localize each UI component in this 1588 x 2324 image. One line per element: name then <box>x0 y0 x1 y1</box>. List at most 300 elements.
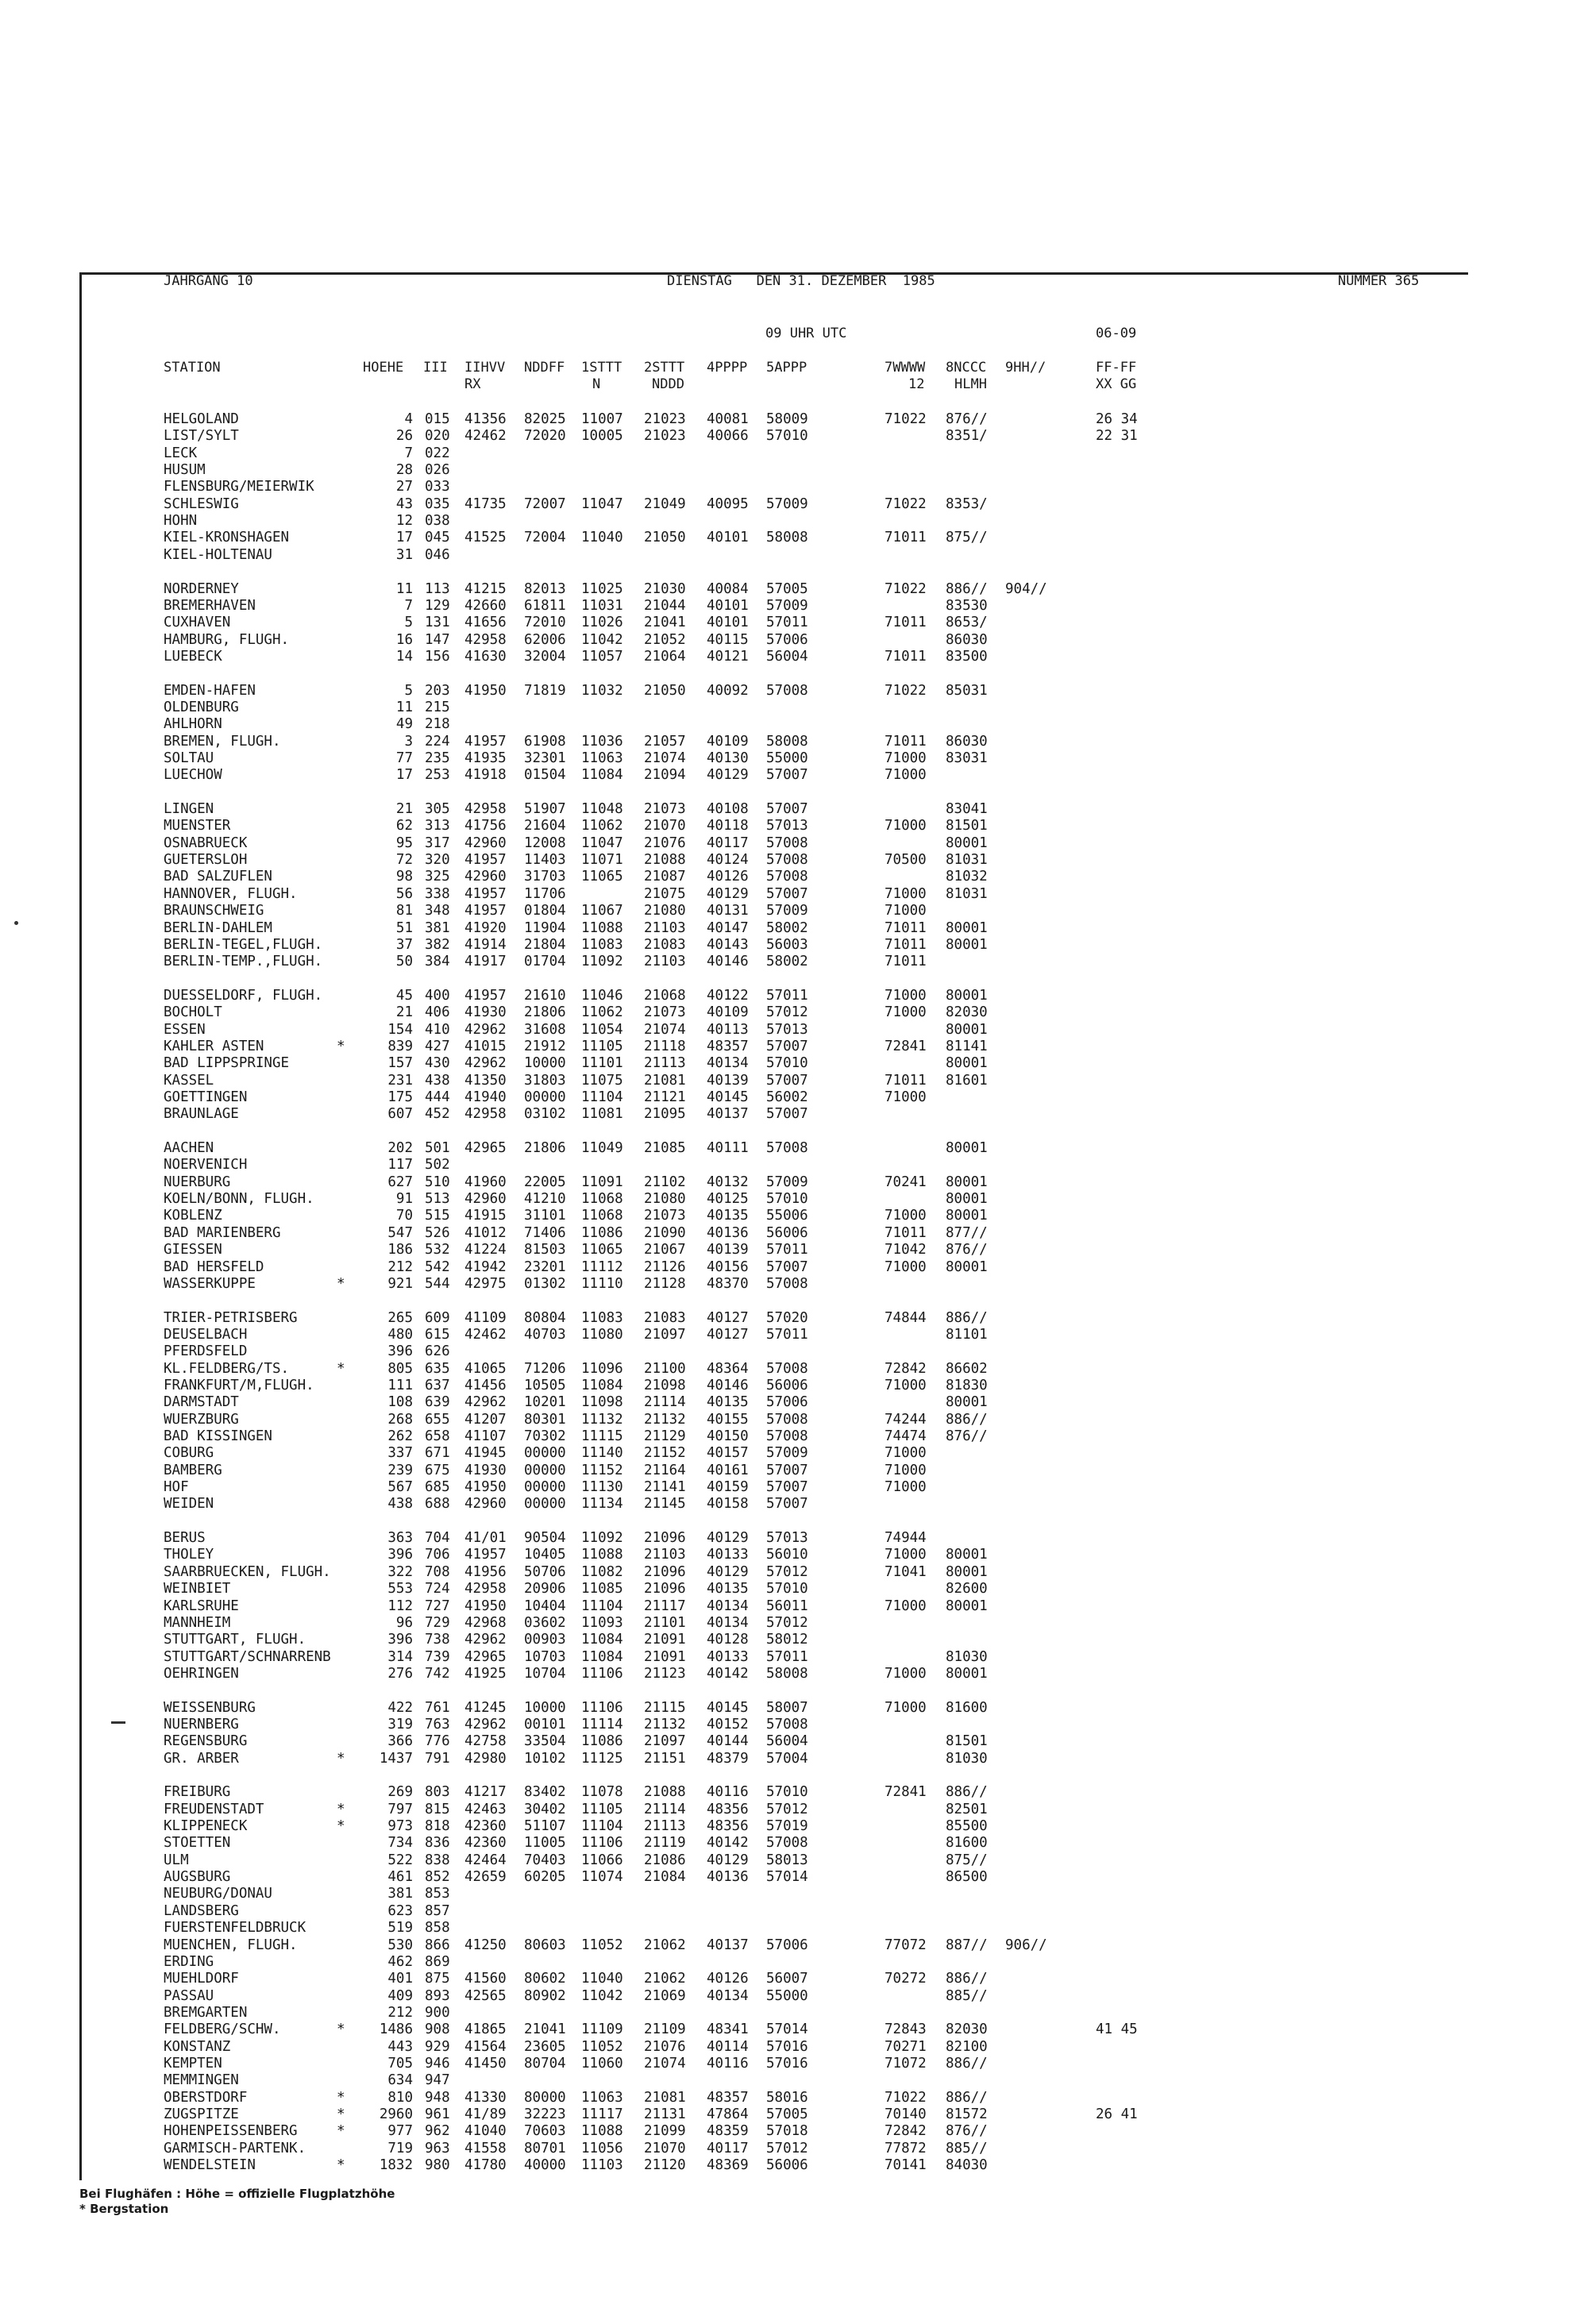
group-4pppp: 40115 <box>707 631 749 648</box>
group-7wwww: 71011 <box>885 530 927 546</box>
station-index: 381 <box>425 919 450 936</box>
group-2sttt: 21113 <box>644 1055 686 1072</box>
group-4pppp: 40158 <box>707 1496 749 1513</box>
table-row <box>0 988 1509 1004</box>
group-5appp: 57019 <box>766 1818 808 1835</box>
group-2sttt: 21090 <box>644 1224 686 1241</box>
group-1sttt: 11098 <box>581 1394 623 1411</box>
group-5appp: 57013 <box>766 818 808 834</box>
table-row <box>0 1784 1509 1801</box>
station-name: REGENSBURG <box>164 1733 248 1750</box>
station-index: 501 <box>425 1140 450 1157</box>
station-name: BERLIN-TEGEL,FLUGH. <box>164 936 323 953</box>
station-height: 111 <box>387 1377 413 1393</box>
group-2sttt: 21103 <box>644 954 686 970</box>
group-2sttt: 21097 <box>644 1326 686 1343</box>
station-height: 366 <box>387 1733 413 1750</box>
group-8nccc: 86602 <box>946 1360 988 1377</box>
table-row <box>0 2123 1509 2140</box>
group-ihvv: 42962 <box>464 1055 507 1072</box>
group-5appp: 57009 <box>766 903 808 919</box>
group-5appp: 58002 <box>766 919 808 936</box>
mountain-station-marker: * <box>337 1818 345 1835</box>
station-index: 045 <box>425 530 450 546</box>
station-name: OLDENBURG <box>164 699 239 715</box>
group-ihvv: 42962 <box>464 1632 507 1648</box>
station-height: 567 <box>387 1479 413 1496</box>
group-5appp: 57010 <box>766 1191 808 1208</box>
table-row <box>0 1971 1509 1987</box>
group-2sttt: 21141 <box>644 1479 686 1496</box>
col-2sttt-sub: NDDD <box>652 376 684 392</box>
station-height: 634 <box>387 2072 413 2089</box>
station-name: ULM <box>164 1852 189 1868</box>
group-2sttt: 21073 <box>644 1004 686 1021</box>
station-height: 17 <box>395 530 413 546</box>
group-nddff: 32223 <box>524 2106 566 2122</box>
table-row <box>0 1666 1509 1682</box>
group-2sttt: 21086 <box>644 1852 686 1868</box>
table-row <box>0 1564 1509 1581</box>
group-1sttt: 11042 <box>581 1987 623 2004</box>
station-name: CUXHAVEN <box>164 615 231 631</box>
table-row <box>0 1937 1509 1954</box>
group-7wwww: 74944 <box>885 1530 927 1547</box>
table-row <box>0 767 1509 784</box>
station-index: 452 <box>425 1106 450 1123</box>
group-4pppp: 40131 <box>707 903 749 919</box>
station-name: BREMGARTEN <box>164 2004 248 2021</box>
group-2sttt: 21164 <box>644 1462 686 1478</box>
group-7wwww: 70500 <box>885 852 927 869</box>
group-9hh: 904// <box>1005 580 1047 597</box>
group-nddff: 21806 <box>524 1140 566 1157</box>
group-1sttt: 11110 <box>581 1275 623 1292</box>
group-1sttt: 11091 <box>581 1174 623 1190</box>
station-name: KAHLER ASTEN <box>164 1038 264 1054</box>
group-nddff: 20906 <box>524 1581 566 1598</box>
table-row <box>0 1378 1509 1394</box>
station-height: 50 <box>395 954 413 970</box>
group-ihvv: 41735 <box>464 495 507 512</box>
group-8nccc: 886// <box>946 1411 988 1428</box>
group-7wwww: 71041 <box>885 1563 927 1580</box>
station-height: 1832 <box>379 2157 413 2174</box>
group-ihvv: 42659 <box>464 1869 507 1886</box>
station-index: 305 <box>425 801 450 818</box>
group-7wwww: 71000 <box>885 1462 927 1478</box>
table-row <box>0 750 1509 767</box>
group-7wwww: 71072 <box>885 2055 927 2072</box>
group-2sttt: 21062 <box>644 1971 686 1987</box>
group-nddff: 31803 <box>524 1072 566 1089</box>
station-height: 443 <box>387 2038 413 2055</box>
group-4pppp: 40129 <box>707 885 749 902</box>
station-index: 038 <box>425 513 450 530</box>
group-1sttt: 11088 <box>581 2123 623 2140</box>
group-5appp: 57008 <box>766 1140 808 1157</box>
group-2sttt: 21129 <box>644 1428 686 1444</box>
group-1sttt: 11084 <box>581 1648 623 1665</box>
group-4pppp: 40134 <box>707 1055 749 1072</box>
col-7wwww: 7WWWW <box>885 360 926 376</box>
col-nddff: NDDFF <box>524 360 565 376</box>
group-8nccc: 81101 <box>946 1326 988 1343</box>
group-nddff: 03102 <box>524 1106 566 1123</box>
table-row <box>0 1055 1509 1072</box>
group-9hh: 906// <box>1005 1937 1047 1953</box>
station-height: 409 <box>387 1987 413 2004</box>
table-row <box>0 411 1509 428</box>
station-name: NEUBURG/DONAU <box>164 1886 272 1902</box>
group-nddff: 51907 <box>524 801 566 818</box>
group-4pppp: 40108 <box>707 801 749 818</box>
group-2sttt: 21091 <box>644 1632 686 1648</box>
group-1sttt: 11101 <box>581 1055 623 1072</box>
mountain-station-marker: * <box>337 2021 345 2038</box>
group-5appp: 56010 <box>766 1547 808 1563</box>
table-row <box>0 581 1509 598</box>
group-2sttt: 21023 <box>644 411 686 427</box>
group-1sttt: 11105 <box>581 1801 623 1817</box>
table-row <box>0 2141 1509 2157</box>
group-7wwww: 71000 <box>885 750 927 766</box>
group-1sttt: 11092 <box>581 954 623 970</box>
group-4pppp: 40126 <box>707 1971 749 1987</box>
group-5appp: 58012 <box>766 1632 808 1648</box>
station-index: 430 <box>425 1055 450 1072</box>
group-ihvv: 41350 <box>464 1072 507 1089</box>
group-5appp: 57016 <box>766 2055 808 2072</box>
group-2sttt: 21117 <box>644 1598 686 1614</box>
group-4pppp: 48370 <box>707 1275 749 1292</box>
group-ihvv: 41918 <box>464 767 507 784</box>
group-nddff: 11005 <box>524 1835 566 1852</box>
station-height: 37 <box>395 936 413 953</box>
table-row <box>0 1581 1509 1598</box>
group-4pppp: 40133 <box>707 1648 749 1665</box>
table-row <box>0 1259 1509 1276</box>
group-8nccc: 81601 <box>946 1072 988 1089</box>
group-8nccc: 877// <box>946 1224 988 1241</box>
group-2sttt: 21030 <box>644 580 686 597</box>
station-index: 317 <box>425 834 450 851</box>
group-nddff: 40703 <box>524 1326 566 1343</box>
group-5appp: 57007 <box>766 1106 808 1123</box>
table-row <box>0 1920 1509 1937</box>
group-nddff: 01804 <box>524 903 566 919</box>
table-row <box>0 1598 1509 1615</box>
issue-number: NUMMER 365 <box>1338 273 1420 289</box>
group-4pppp: 40122 <box>707 987 749 1004</box>
station-height: 21 <box>395 801 413 818</box>
station-index: 761 <box>425 1699 450 1716</box>
group-ihvv: 42960 <box>464 869 507 885</box>
group-8nccc: 80001 <box>946 1665 988 1682</box>
station-index: 615 <box>425 1326 450 1343</box>
station-index: 639 <box>425 1394 450 1411</box>
group-ihvv: 41330 <box>464 2089 507 2106</box>
group-1sttt: 11063 <box>581 750 623 766</box>
station-height: 797 <box>387 1801 413 1817</box>
station-name: BRAUNSCHWEIG <box>164 903 264 919</box>
group-5appp: 56011 <box>766 1598 808 1614</box>
group-ihvv: 41942 <box>464 1258 507 1275</box>
group-nddff: 80804 <box>524 1309 566 1326</box>
station-index: 671 <box>425 1445 450 1462</box>
table-row <box>0 852 1509 869</box>
group-1sttt: 11117 <box>581 2106 623 2122</box>
group-nddff: 41210 <box>524 1191 566 1208</box>
table-row <box>0 835 1509 852</box>
group-nddff: 71819 <box>524 682 566 699</box>
station-name: BAMBERG <box>164 1462 222 1478</box>
group-7wwww: 71000 <box>885 1598 927 1614</box>
group-1sttt: 11054 <box>581 1021 623 1038</box>
observation-time: 09 UHR UTC <box>765 326 847 341</box>
group-2sttt: 21152 <box>644 1445 686 1462</box>
group-5appp: 57007 <box>766 767 808 784</box>
station-name: DUESSELDORF, FLUGH. <box>164 987 323 1004</box>
group-7wwww: 71000 <box>885 1208 927 1224</box>
station-index: 427 <box>425 1038 450 1054</box>
group-1sttt: 11104 <box>581 1598 623 1614</box>
group-5appp: 57011 <box>766 1242 808 1258</box>
group-4pppp: 40127 <box>707 1326 749 1343</box>
group-ihvv: 41245 <box>464 1699 507 1716</box>
group-4pppp: 40142 <box>707 1835 749 1852</box>
table-row <box>0 479 1509 495</box>
group-7wwww: 71022 <box>885 495 927 512</box>
station-index: 532 <box>425 1242 450 1258</box>
group-7wwww: 71000 <box>885 1547 927 1563</box>
col-ff-sub: XX GG <box>1096 376 1137 392</box>
station-index: 215 <box>425 699 450 715</box>
station-index: 129 <box>425 597 450 614</box>
group-2sttt: 21088 <box>644 1784 686 1801</box>
station-height: 262 <box>387 1428 413 1444</box>
station-name: BERLIN-TEMP.,FLUGH. <box>164 954 323 970</box>
group-4pppp: 40130 <box>707 750 749 766</box>
group-2sttt: 21070 <box>644 818 686 834</box>
group-1sttt: 11068 <box>581 1191 623 1208</box>
station-index: 637 <box>425 1377 450 1393</box>
group-5appp: 55000 <box>766 750 808 766</box>
table-row <box>0 1140 1509 1157</box>
group-4pppp: 40139 <box>707 1242 749 1258</box>
group-ihvv: 42960 <box>464 1191 507 1208</box>
station-height: 11 <box>395 699 413 715</box>
group-7wwww: 71022 <box>885 682 927 699</box>
group-5appp: 57008 <box>766 1360 808 1377</box>
group-5appp: 57007 <box>766 1258 808 1275</box>
group-1sttt: 11103 <box>581 2157 623 2174</box>
group-2sttt: 21091 <box>644 1648 686 1665</box>
group-7wwww: 71011 <box>885 936 927 953</box>
group-5appp: 56006 <box>766 1224 808 1241</box>
group-4pppp: 40145 <box>707 1089 749 1105</box>
station-name: WUERZBURG <box>164 1411 239 1428</box>
station-index: 020 <box>425 428 450 445</box>
group-5appp: 58009 <box>766 411 808 427</box>
group-1sttt: 11042 <box>581 631 623 648</box>
group-8nccc: 83031 <box>946 750 988 766</box>
table-row <box>0 1073 1509 1089</box>
group-ihvv: 41012 <box>464 1224 507 1241</box>
station-height: 530 <box>387 1937 413 1953</box>
table-row <box>0 869 1509 885</box>
station-index: 803 <box>425 1784 450 1801</box>
group-2sttt: 21069 <box>644 1987 686 2004</box>
group-5appp: 58013 <box>766 1852 808 1868</box>
station-name: GARMISCH-PARTENK. <box>164 2140 306 2156</box>
station-height: 396 <box>387 1343 413 1360</box>
station-index: 738 <box>425 1632 450 1648</box>
scan-mark <box>111 1721 125 1724</box>
station-name: STUTTGART, FLUGH. <box>164 1632 306 1648</box>
group-4pppp: 40129 <box>707 1563 749 1580</box>
station-index: 727 <box>425 1598 450 1614</box>
table-row <box>0 1869 1509 1886</box>
group-7wwww: 71011 <box>885 954 927 970</box>
group-8nccc: 81030 <box>946 1750 988 1767</box>
table-row <box>0 615 1509 631</box>
group-5appp: 57005 <box>766 580 808 597</box>
mountain-station-marker: * <box>337 2157 345 2174</box>
station-height: 31 <box>395 546 413 563</box>
group-1sttt: 11047 <box>581 495 623 512</box>
group-4pppp: 40081 <box>707 411 749 427</box>
station-index: 729 <box>425 1614 450 1631</box>
station-height: 51 <box>395 919 413 936</box>
station-height: 1437 <box>379 1750 413 1767</box>
group-nddff: 71406 <box>524 1224 566 1241</box>
group-nddff: 00000 <box>524 1479 566 1496</box>
group-1sttt: 11106 <box>581 1665 623 1682</box>
group-nddff: 10000 <box>524 1055 566 1072</box>
station-index: 033 <box>425 479 450 495</box>
group-ihvv: 41930 <box>464 1004 507 1021</box>
station-height: 553 <box>387 1581 413 1598</box>
col-ff: FF-FF <box>1096 360 1137 376</box>
group-ihvv: 41/89 <box>464 2106 507 2122</box>
station-name: COBURG <box>164 1445 214 1462</box>
group-4pppp: 40111 <box>707 1140 749 1157</box>
table-row <box>0 886 1509 903</box>
group-8nccc: 82600 <box>946 1581 988 1598</box>
group-ihvv: 42980 <box>464 1750 507 1767</box>
group-ihvv: 42360 <box>464 1818 507 1835</box>
group-4pppp: 40129 <box>707 1530 749 1547</box>
group-5appp: 57005 <box>766 2106 808 2122</box>
station-height: 96 <box>395 1614 413 1631</box>
group-7wwww: 72841 <box>885 1038 927 1054</box>
group-5appp: 58016 <box>766 2089 808 2106</box>
group-2sttt: 21068 <box>644 987 686 1004</box>
station-height: 268 <box>387 1411 413 1428</box>
table-row <box>0 1343 1509 1360</box>
table-row <box>0 1835 1509 1852</box>
table-row <box>0 1632 1509 1648</box>
group-1sttt: 10005 <box>581 428 623 445</box>
group-1sttt: 11048 <box>581 801 623 818</box>
group-4pppp: 40142 <box>707 1665 749 1682</box>
table-row <box>0 1496 1509 1513</box>
group-4pppp: 40109 <box>707 733 749 750</box>
station-height: 314 <box>387 1648 413 1665</box>
group-7wwww: 71000 <box>885 1089 927 1105</box>
group-1sttt: 11071 <box>581 852 623 869</box>
group-5appp: 57018 <box>766 2123 808 2140</box>
table-row <box>0 1242 1509 1258</box>
group-4pppp: 48356 <box>707 1818 749 1835</box>
table-row <box>0 1615 1509 1632</box>
station-height: 12 <box>395 513 413 530</box>
station-height: 921 <box>387 1275 413 1292</box>
col-2sttt: 2STTT <box>644 360 685 376</box>
group-ihvv: 41935 <box>464 750 507 766</box>
group-8nccc: 80001 <box>946 936 988 953</box>
station-index: 224 <box>425 733 450 750</box>
group-nddff: 83402 <box>524 1784 566 1801</box>
station-index: 908 <box>425 2021 450 2038</box>
group-nddff: 00000 <box>524 1496 566 1513</box>
group-nddff: 00000 <box>524 1445 566 1462</box>
station-name: MUENSTER <box>164 818 231 834</box>
station-name: KOELN/BONN, FLUGH. <box>164 1191 314 1208</box>
group-5appp: 57008 <box>766 1428 808 1444</box>
group-7wwww: 74474 <box>885 1428 927 1444</box>
station-index: 338 <box>425 885 450 902</box>
table-row <box>0 1479 1509 1496</box>
group-ihvv: 41525 <box>464 530 507 546</box>
group-7wwww: 70140 <box>885 2106 927 2122</box>
group-ihvv: 42958 <box>464 1581 507 1598</box>
group-1sttt: 11060 <box>581 2055 623 2072</box>
group-4pppp: 40101 <box>707 615 749 631</box>
group-4pppp: 40144 <box>707 1733 749 1750</box>
group-2sttt: 21073 <box>644 1208 686 1224</box>
group-1sttt: 11114 <box>581 1716 623 1732</box>
group-ihvv: 41917 <box>464 954 507 970</box>
station-height: 17 <box>395 767 413 784</box>
station-index: 609 <box>425 1309 450 1326</box>
group-ihvv: 41065 <box>464 1360 507 1377</box>
group-ihvv: 41756 <box>464 818 507 834</box>
station-name: ESSEN <box>164 1021 206 1038</box>
group-nddff: 70603 <box>524 2123 566 2140</box>
station-index: 791 <box>425 1750 450 1767</box>
group-4pppp: 40118 <box>707 818 749 834</box>
group-5appp: 58008 <box>766 530 808 546</box>
station-index: 382 <box>425 936 450 953</box>
group-2sttt: 21102 <box>644 1174 686 1190</box>
station-height: 16 <box>395 631 413 648</box>
group-5appp: 57012 <box>766 1563 808 1580</box>
station-index: 438 <box>425 1072 450 1089</box>
group-8nccc: 886// <box>946 580 988 597</box>
table-row <box>0 1547 1509 1563</box>
table-row <box>0 1886 1509 1902</box>
station-height: 705 <box>387 2055 413 2072</box>
station-index: 515 <box>425 1208 450 1224</box>
station-name: STOETTEN <box>164 1835 231 1852</box>
group-8nccc: 86500 <box>946 1869 988 1886</box>
table-row <box>0 462 1509 479</box>
station-index: 853 <box>425 1886 450 1902</box>
station-height: 462 <box>387 1953 413 1970</box>
group-1sttt: 11105 <box>581 1038 623 1054</box>
